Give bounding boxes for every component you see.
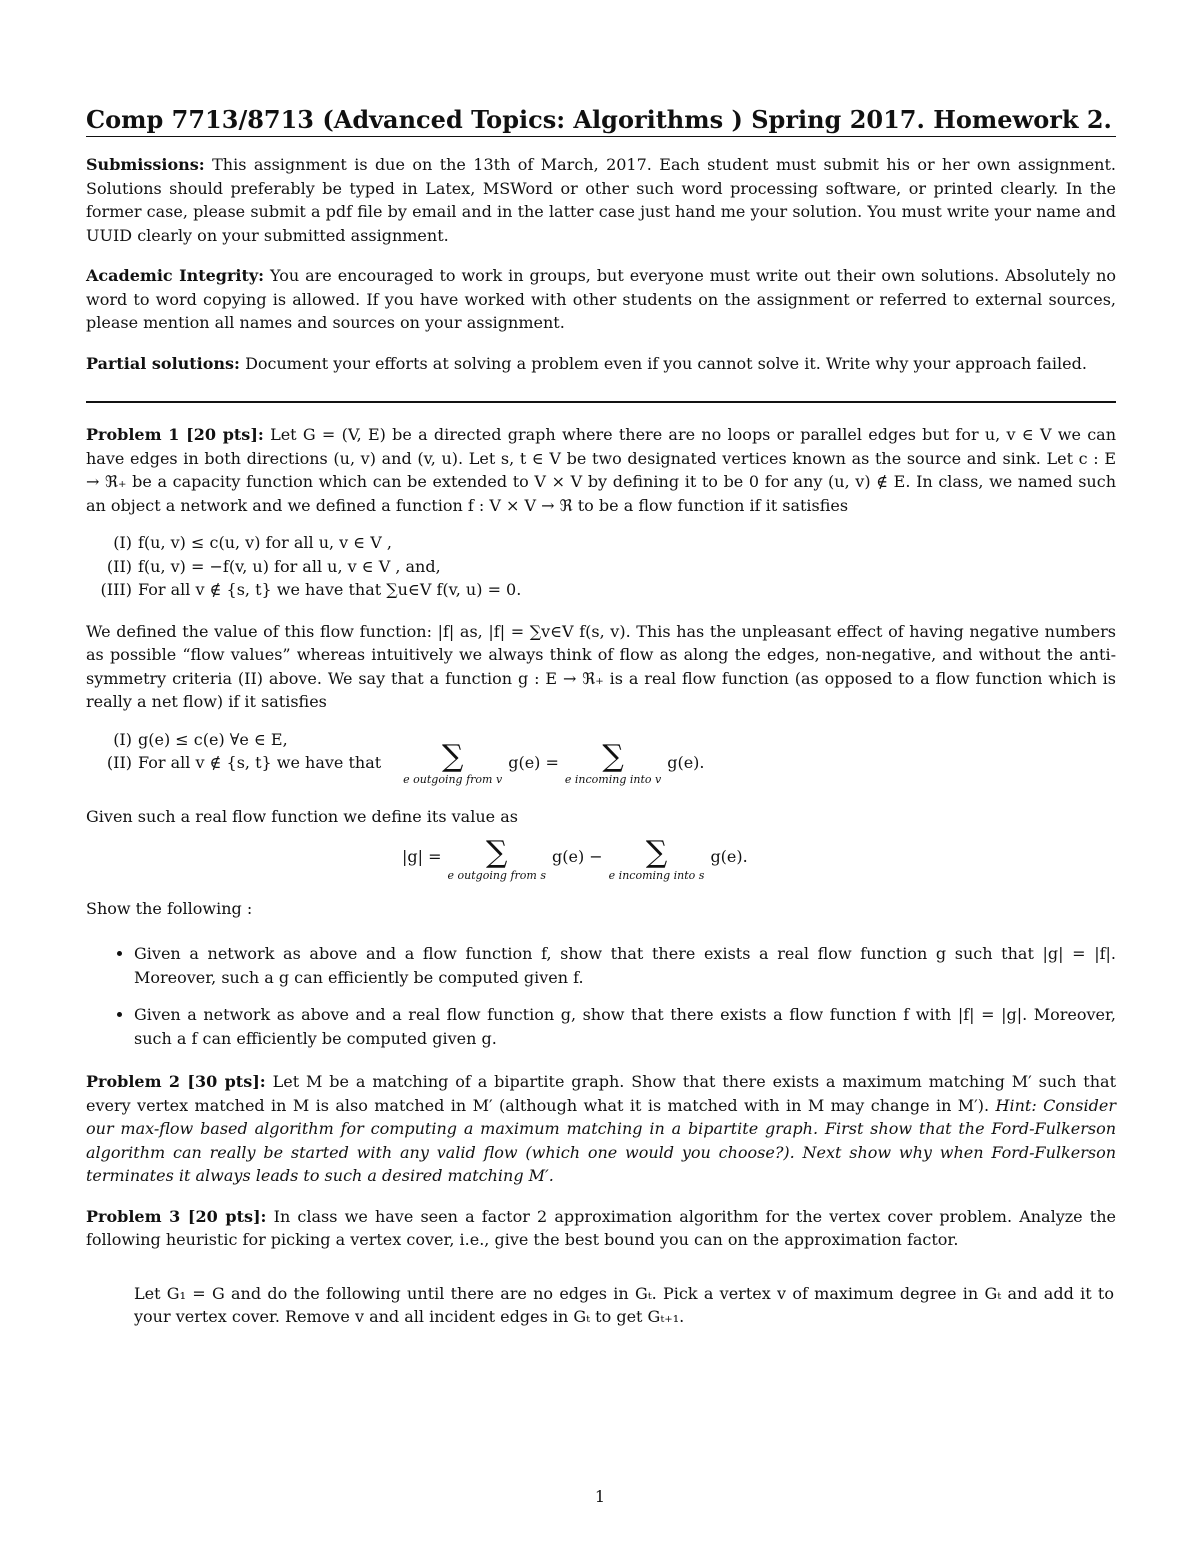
problem2-paragraph: [86, 1070, 1116, 1188]
condition-number: (II): [106, 753, 132, 772]
flow-conditions: [86, 531, 1116, 602]
problem3-text: In class we have seen a factor 2 approximation algorithm for the vertex cover problem. Analyze the following heuristic for picking a vertex cover, i.e., give the best bound you can on the approximation factor.: [86, 1206, 1117, 1249]
condition-number: (I): [113, 533, 132, 552]
flow-condition: [86, 578, 1116, 602]
problem2-hint: Hint: Consider our max-flow based algorithm for computing a maximum matching in a bipartite graph. First show that the Ford-Fulkerson algorithm can really be started with any valid flow (which one would you choose?). Next show why when Ford-Fulkerson terminates it always leads to such a desired matching M′.: [86, 1095, 1116, 1185]
problem3-paragraph: [86, 1205, 1116, 1252]
partial-paragraph: [86, 352, 1116, 376]
condition-text: f(u, v) ≤ c(u, v) for all u, v ∈ V ,: [138, 533, 392, 552]
integrity-text: You are encouraged to work in groups, but everyone must write out their own solutions. Absolutely no word to word copying is allowed. If you have worked with other students on the assignment or referred to external sources, please mention all names and sources on your assignment.: [86, 266, 1117, 332]
sum-outgoing-s: ∑ e outgoing from s: [447, 834, 546, 882]
problem2-text: Let M be a matching of a bipartite graph. Show that there exists a maximum matching M′ such that every vertex matched in M is also matched in M′ (although what it is matched with in M may change in M′).: [86, 1072, 1117, 1115]
condition-number: (III): [100, 580, 132, 599]
submissions-label: Submissions:: [86, 155, 205, 174]
real-flow-conditions: [86, 728, 1116, 788]
partial-label: Partial solutions:: [86, 353, 240, 373]
submissions-text: This assignment is due on the 13th of March, 2017. Each student must submit his or her own assignment. Solutions should preferably be typed in Latex, MSWord or other such word processing software, or printed clearly. In the former case, please submit a pdf file by email and in the latter case just hand me your solution. You must write your name and UUID clearly on your submitted assignment.: [86, 155, 1116, 245]
condition-text: f(u, v) = −f(v, u) for all u, v ∈ V , and,: [138, 556, 441, 576]
document-page: [86, 106, 1116, 1329]
submissions-paragraph: [86, 153, 1116, 247]
show-following: Show the following :: [86, 898, 253, 918]
document-title: Comp 7713/8713 (Advanced Topics: Algorithms ) Spring 2017. Homework 2.: [86, 105, 1112, 134]
flow-condition: [86, 555, 1116, 579]
partial-text: Document your efforts at solving a problem even if you cannot solve it. Write why your approach failed.: [245, 353, 1087, 373]
sum-outgoing-v: ∑ e outgoing from v: [403, 739, 503, 786]
problem1-intro: [86, 423, 1116, 517]
condition-text: For all v ∉ {s, t} we have that: [138, 753, 382, 772]
ge-equals: g(e) =: [508, 753, 559, 772]
problem1-label: Problem 1 [20 pts]:: [86, 425, 264, 444]
condition-number: (II): [106, 556, 132, 576]
g-abs: |g| =: [402, 846, 442, 866]
condition-number: (I): [113, 729, 132, 749]
value-intro: Given such a real flow function we define its value as: [86, 807, 518, 826]
flow-condition: [86, 531, 1116, 555]
condition-text: For all v ∉ {s, t} we have that ∑u∈V f(v, u) = 0.: [138, 580, 522, 599]
section-rule: [86, 401, 1116, 403]
value-equation: [402, 834, 1116, 883]
sum-incoming-s: ∑ e incoming into s: [608, 834, 705, 882]
problem3-label: Problem 3 [20 pts]:: [86, 1206, 267, 1226]
problem3-heuristic: Let G₁ = G and do the following until there are no edges in Gₜ. Pick a vertex v of maximum degree in Gₜ and add it to your vertex cover. Remove v and all incident edges in Gₜ to get Gₜ₊₁.: [134, 1283, 1114, 1326]
problem1-middle: We defined the value of this flow function: |f| as, |f| = ∑v∈V f(s, v). This has the unpleasant effect of having negative numbers as possible “flow values” whereas intuitively we always think of flow as along the edges, non-negative, and without the anti-symmetry criteria (II) above. We say that a function g : E → ℜ₊ is a real flow function (as opposed to a flow function which is really a net flow) if it satisfies: [86, 621, 1116, 711]
title-rule: [86, 136, 1116, 137]
integrity-label: Academic Integrity:: [86, 266, 265, 285]
condition-text: g(e) ≤ c(e) ∀e ∈ E,: [138, 729, 288, 749]
sum-incoming-v: ∑ e incoming into v: [564, 739, 662, 786]
page-number: 1: [594, 1487, 606, 1506]
problem1-bullets: [86, 942, 1116, 1050]
problem1-intro-text: Let G = (V, E) be a directed graph where there are no loops or parallel edges but for u, v ∈ V we can have edges in both directions (u, v) and (v, u). Let s, t ∈ V be two designated vertices known as the source and sink. Let c : E → ℜ₊ be a capacity function which can be extended to V × V by defining it to be 0 for any (u, v) ∉ E. In class, we named such an object a network and we defined a function f : V × V → ℜ to be a flow function if it satisfies: [86, 425, 1117, 515]
problem2-label: Problem 2 [30 pts]:: [86, 1072, 266, 1091]
integrity-paragraph: [86, 264, 1116, 335]
ge-end: g(e).: [710, 846, 748, 866]
ge-end: g(e).: [667, 753, 705, 772]
list-item: • Given a network as above and a real flow function g, show that there exists a flow function f with |f| = |g|. Moreover, such a f can efficiently be computed given g.: [134, 1003, 1116, 1050]
list-item: • Given a network as above and a flow function f, show that there exists a real flow function g such that |g| = |f|. Moreover, such a g can efficiently be computed given f.: [134, 942, 1116, 989]
ge-minus: g(e) −: [551, 846, 603, 866]
